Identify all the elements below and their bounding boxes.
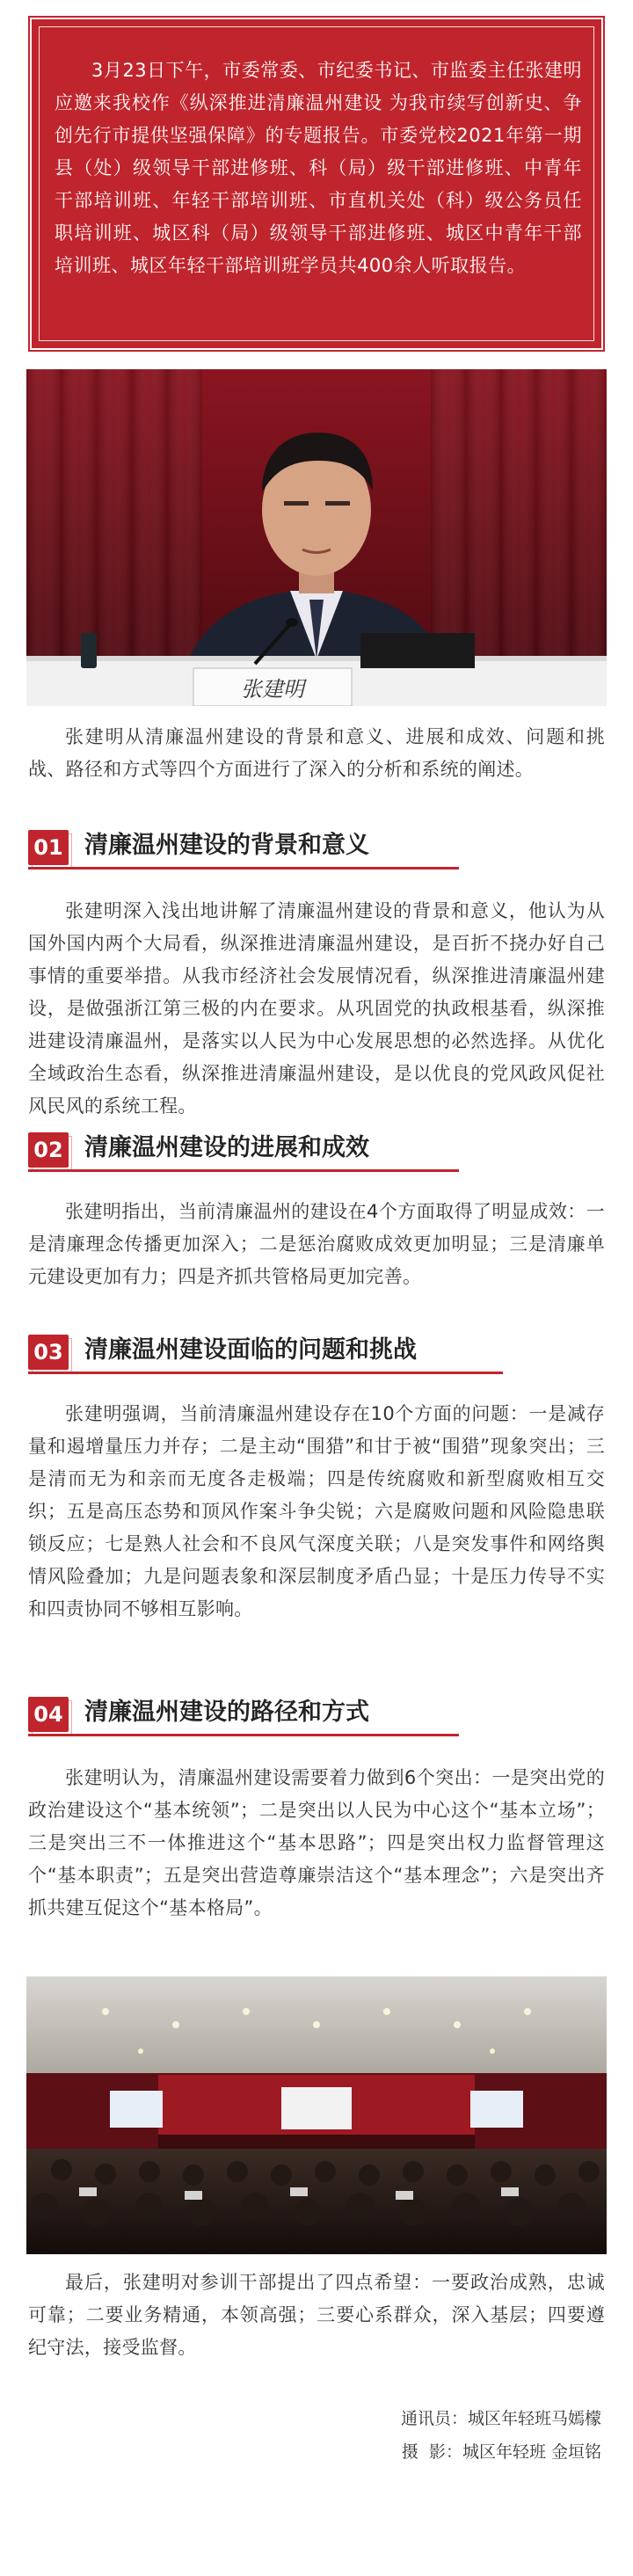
- nameplate-text: 张建明: [241, 677, 304, 702]
- intro-box: [30, 18, 603, 350]
- section-title: 清廉温州建设面临的问题和挑战: [84, 1336, 417, 1364]
- section-heading-4: [28, 1693, 608, 1737]
- section-body-3: 张建明强调，当前清廉温州建设存在10个方面的问题：一是减存量和遏增量压力并存；二是主动“围猎”和甘于被“围猎”现象突出；三是清而无为和亲而无度各走极端；四是传统腐败和新型腐败相互交织；五是高压态势和顶风作案斗争尖锐；六是腐败问题和风险隐患联锁反应；七是熟人社会和不良风气深度关联；八是突发事件和网络舆情风险叠加；九是问题表象和深层制度矛盾凸显；十是压力传导不实和四责协同不够相互影响。: [28, 1403, 605, 1619]
- section-underline: [28, 1169, 459, 1172]
- section-heading-1: [28, 826, 608, 870]
- section-heading-2: [28, 1129, 608, 1173]
- summary-text: 张建明从清廉温州建设的背景和意义、进展和成效、问题和挑战、路径和方式等四个方面进行了深入的分析和系统的阐述。: [28, 726, 605, 780]
- auditorium-photo-image: [26, 1976, 607, 2254]
- section-body-2: 张建明指出，当前清廉温州的建设在4个方面取得了明显成效：一是清廉理念传播更加深入；二是惩治腐败成效更加明显；三是清廉单元建设更加有力；四是齐抓共管格局更加完善。: [28, 1201, 605, 1287]
- speaker-photo-image: [26, 369, 607, 706]
- section-body-1: 张建明深入浅出地讲解了清廉温州建设的背景和意义，他认为从国外国内两个大局看，纵深推进清廉温州建设，是百折不挠办好自己事情的重要举措。从我市经济社会发展情况看，纵深推进清廉温州建设，是做强浙江第三极的内在要求。从巩固党的执政根基看，纵深推进建设清廉温州，是落实以人民为中心发展思想的必然选择。从优化全域政治生态看，纵深推进清廉温州建设，是以优良的党风政风促社风民风的系统工程。: [28, 900, 605, 1117]
- auditorium-photo: [26, 1976, 607, 2254]
- reporter-credit: 通讯员：城区年轻班马嫣檬: [400, 2409, 601, 2428]
- section-title: 清廉温州建设的背景和意义: [84, 832, 369, 859]
- photographer-credit: 摄 影：城区年轻班 金垣铭: [401, 2442, 601, 2462]
- section-underline: [28, 1372, 503, 1374]
- section-underline: [28, 867, 459, 870]
- section-number-badge: 01: [28, 830, 69, 865]
- section-body-4: 张建明认为，清廉温州建设需要着力做到6个突出：一是突出党的政治建设这个“基本统领”；二是突出以人民为中心这个“基本立场”；三是突出三不一体推进这个“基本思路”；四是突出权力监督管理这个“基本职责”；五是突出营造尊廉崇洁这个“基本理念”；六是突出齐抓共建互促这个“基本格局”。: [28, 1767, 605, 1918]
- closing-text: 最后，张建明对参训干部提出了四点希望：一要政治成熟，忠诚可靠；二要业务精通，本领高强；三要心系群众，深入基层；四要遵纪守法，接受监督。: [28, 2272, 605, 2358]
- section-number-badge: 03: [28, 1335, 69, 1370]
- section-underline: [28, 1734, 459, 1736]
- section-number-badge: 02: [28, 1132, 69, 1168]
- intro-text: 3月23日下午，市委常委、市纪委书记、市监委主任张建明应邀来我校作《纵深推进清廉温州建设 为我市续写创新史、争创先行市提供坚强保障》的专题报告。市委党校2021年第一期县（处）级领导干部进修班、科（局）级干部进修班、中青年干部培训班、年轻干部培训班、市直机关处（科）级公务员任职培训班、城区科（局）级领导干部进修班、城区中青年干部培训班、城区年轻干部培训班学员共400余人听取报告。: [55, 60, 582, 276]
- section-title: 清廉温州建设的路径和方式: [84, 1699, 369, 1726]
- section-heading-3: [28, 1331, 608, 1375]
- speaker-photo: [26, 369, 607, 706]
- section-title: 清廉温州建设的进展和成效: [84, 1134, 369, 1161]
- section-number-badge: 04: [28, 1697, 69, 1732]
